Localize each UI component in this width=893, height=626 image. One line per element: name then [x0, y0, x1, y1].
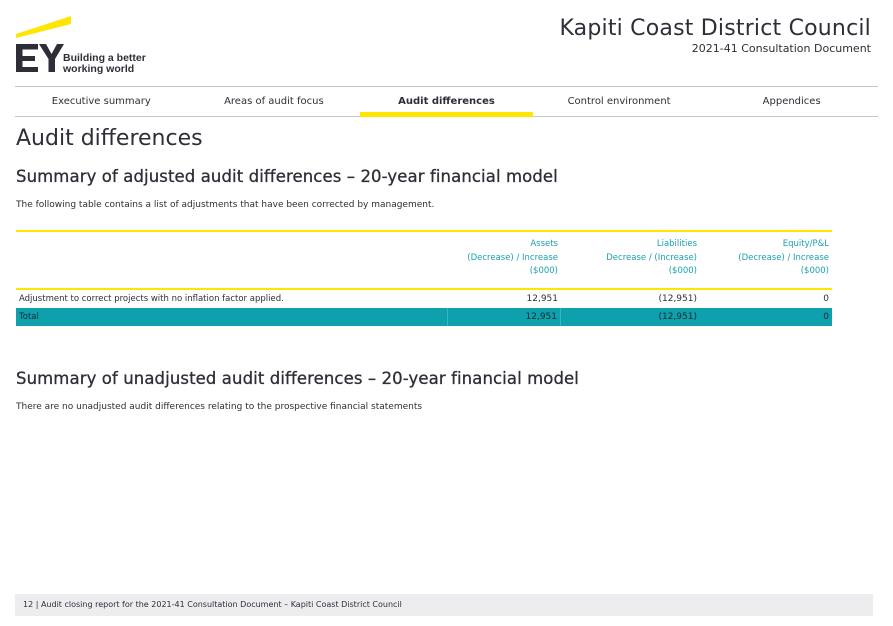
total-equity: 0	[823, 312, 829, 322]
header-equity: Equity/P&L (Decrease) / Increase ($000)	[738, 239, 829, 276]
nav-executive-summary[interactable]: Executive summary	[51, 96, 151, 107]
nav-areas-of-audit-focus[interactable]: Areas of audit focus	[224, 96, 324, 107]
header-liabilities: Liabilities Decrease / (Increase) ($000)	[606, 239, 697, 276]
nav-control-environment[interactable]: Control environment	[567, 96, 671, 107]
nav-appendices[interactable]: Appendices	[762, 96, 821, 107]
ey-logo	[16, 14, 156, 76]
unadjusted-differences-heading: Summary of unadjusted audit differences – 20-year financial model	[16, 369, 579, 388]
total-liabilities: (12,951)	[658, 312, 697, 322]
row-liabilities: (12,951)	[658, 294, 697, 304]
ey-tagline: Building a better working world	[63, 52, 146, 75]
table-total-row	[16, 308, 832, 326]
table-row	[16, 290, 832, 308]
table-header-row	[16, 232, 832, 290]
section-nav	[15, 86, 878, 117]
unadjusted-differences-intro: There are no unadjusted audit differences relating to the prospective financial statements	[16, 402, 423, 412]
adjusted-differences-intro: The following table contains a list of adjustments that have been corrected by management.	[16, 200, 435, 210]
page-footer: 12 | Audit closing report for the 2021-41 Consultation Document – Kapiti Coast District Council	[15, 594, 873, 616]
client-name: Kapiti Coast District Council	[559, 16, 871, 41]
header-description	[16, 232, 448, 288]
row-equity: 0	[823, 294, 829, 304]
row-description: Adjustment to correct projects with no inflation factor applied.	[19, 294, 284, 304]
total-assets: 12,951	[448, 308, 561, 326]
page-title: Audit differences	[16, 126, 203, 151]
header-assets: Assets (Decrease) / Increase ($000)	[467, 239, 558, 276]
total-label: Total	[16, 308, 448, 326]
adjusted-differences-table	[16, 230, 832, 326]
row-assets: 12,951	[526, 294, 558, 304]
client-header	[559, 16, 871, 55]
document-title: 2021-41 Consultation Document	[691, 42, 871, 55]
nav-audit-differences[interactable]: Audit differences	[360, 87, 533, 116]
adjusted-differences-heading: Summary of adjusted audit differences – 20-year financial model	[16, 167, 558, 186]
